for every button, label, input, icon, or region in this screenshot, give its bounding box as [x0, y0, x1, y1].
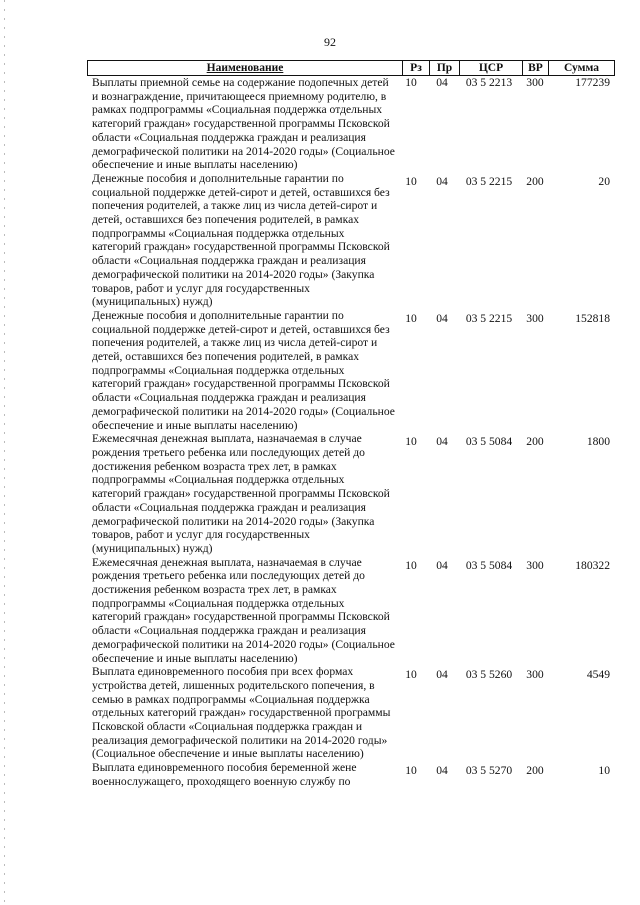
row-sum: 4549 — [586, 668, 610, 682]
row-csr: 03 5 2213 — [465, 76, 513, 89]
row-csr: 03 5 5084 — [465, 558, 513, 572]
row-sum: 180322 — [575, 558, 610, 572]
header-vr: ВР — [522, 61, 548, 75]
row-name: Денежные пособия и дополнительные гарантии по социальной поддержке детей-сирот и детей, оставшихся без попечения родителей, а также лиц из числа детей-сирот и детей, оставшихся без попечения родителей, в рамках подпрограммы «Социальная поддержка отдельных категорий граждан» государственной программы Псковской области «Социальная поддержка граждан и реализация демографической политики на 2014-2020 годы» (Закупка товаров, работ и услуг для государственных (муниципальных) нужд) — [92, 171, 390, 309]
row-vr: 300 — [526, 668, 544, 682]
header-name: Наименование — [87, 61, 402, 75]
row-csr: 03 5 5084 — [465, 435, 513, 449]
row-rz: 10 — [405, 668, 417, 682]
row-sum: 1800 — [586, 435, 610, 449]
table-row — [87, 665, 615, 761]
row-vr: 200 — [526, 764, 544, 778]
table-row — [87, 172, 615, 309]
row-name: Денежные пособия и дополнительные гарантии по социальной поддержке детей-сирот и детей, оставшихся без попечения родителей, а также лиц из числа детей-сирот и детей, оставшихся без попечения родителей, в рамках подпрограммы «Социальная поддержка отдельных категорий граждан» государственной программы Псковской области «Социальная поддержка граждан и реализация демографической политики на 2014-2020 годы» (Социальное обеспечение и иные выплаты населению) — [92, 308, 395, 432]
row-sum: 177239 — [575, 76, 610, 89]
row-vr: 300 — [526, 311, 544, 325]
row-pr: 04 — [436, 668, 448, 682]
row-csr: 03 5 2215 — [465, 174, 513, 188]
row-rz: 10 — [405, 764, 417, 778]
row-pr: 04 — [436, 311, 448, 325]
row-vr: 300 — [526, 76, 544, 89]
row-sum: 152818 — [575, 311, 610, 325]
row-pr: 04 — [436, 764, 448, 778]
table-row — [87, 309, 615, 432]
row-vr: 200 — [526, 174, 544, 188]
row-name: Выплата единовременного пособия беременной жене военнослужащего, проходящего военную службу по — [92, 761, 357, 788]
row-rz: 10 — [405, 558, 417, 572]
row-rz: 10 — [405, 174, 417, 188]
table-row — [87, 76, 615, 172]
row-sum: 10 — [598, 764, 610, 778]
budget-table — [87, 60, 615, 789]
row-rz: 10 — [405, 435, 417, 449]
header-pr: Пр — [429, 61, 459, 75]
row-name: Ежемесячная денежная выплата, назначаемая в случае рождения третьего ребенка или последующих детей до достижения ребенком возраста трех лет, в рамках подпрограммы «Социальная поддержка отдельных категорий граждан» государственной программы Псковской области «Социальная поддержка граждан и реализация демографической политики на 2014-2020 годы» (Закупка товаров, работ и услуг для государственных (муниципальных) нужд) — [92, 432, 390, 555]
row-name: Выплаты приемной семье на содержание подопечных детей и вознаграждение, причитающееся приемному родителю, в рамках подпрограммы «Социальная поддержка отдельных категорий граждан» государственной программы Псковской области «Социальная поддержка граждан и реализация демографической политики на 2014-2020 годы» (Социальное обеспечение и иные выплаты населению) — [92, 76, 395, 172]
row-name: Выплата единовременного пособия при всех формах устройства детей, лишенных родительского попечения, в семью в рамках подпрограммы «Социальная поддержка отдельных категорий граждан» государственной программы Псковской области «Социальная поддержка граждан и реализация демографической политики на 2014-2020 годы» (Социальное обеспечение и иные выплаты населению) — [92, 665, 391, 761]
row-pr: 04 — [436, 174, 448, 188]
header-rz: Рз — [402, 61, 429, 75]
header-sum: Сумма — [548, 61, 615, 75]
table-row — [87, 761, 615, 788]
header-csr: ЦСР — [459, 61, 522, 75]
page-number: 92 — [324, 35, 336, 49]
row-csr: 03 5 5270 — [465, 764, 513, 778]
row-sum: 20 — [598, 174, 610, 188]
row-rz: 10 — [405, 311, 417, 325]
row-pr: 04 — [436, 435, 448, 449]
table-header — [87, 60, 615, 76]
row-vr: 300 — [526, 558, 544, 572]
row-csr: 03 5 2215 — [465, 311, 513, 325]
row-rz: 10 — [405, 76, 417, 89]
row-name: Ежемесячная денежная выплата, назначаемая в случае рождения третьего ребенка или последующих детей до достижения ребенком возраста трех лет, в рамках подпрограммы «Социальная поддержка отдельных категорий граждан» государственной программы Псковской области «Социальная поддержка граждан и реализация демографической политики на 2014-2020 годы» (Социальное обеспечение и иные выплаты населению) — [92, 555, 395, 665]
row-vr: 200 — [526, 435, 544, 449]
row-pr: 04 — [436, 558, 448, 572]
table-row — [87, 432, 615, 555]
page-edge-marks — [4, 0, 5, 905]
row-csr: 03 5 5260 — [465, 668, 513, 682]
table-row — [87, 556, 615, 666]
row-pr: 04 — [436, 76, 448, 89]
